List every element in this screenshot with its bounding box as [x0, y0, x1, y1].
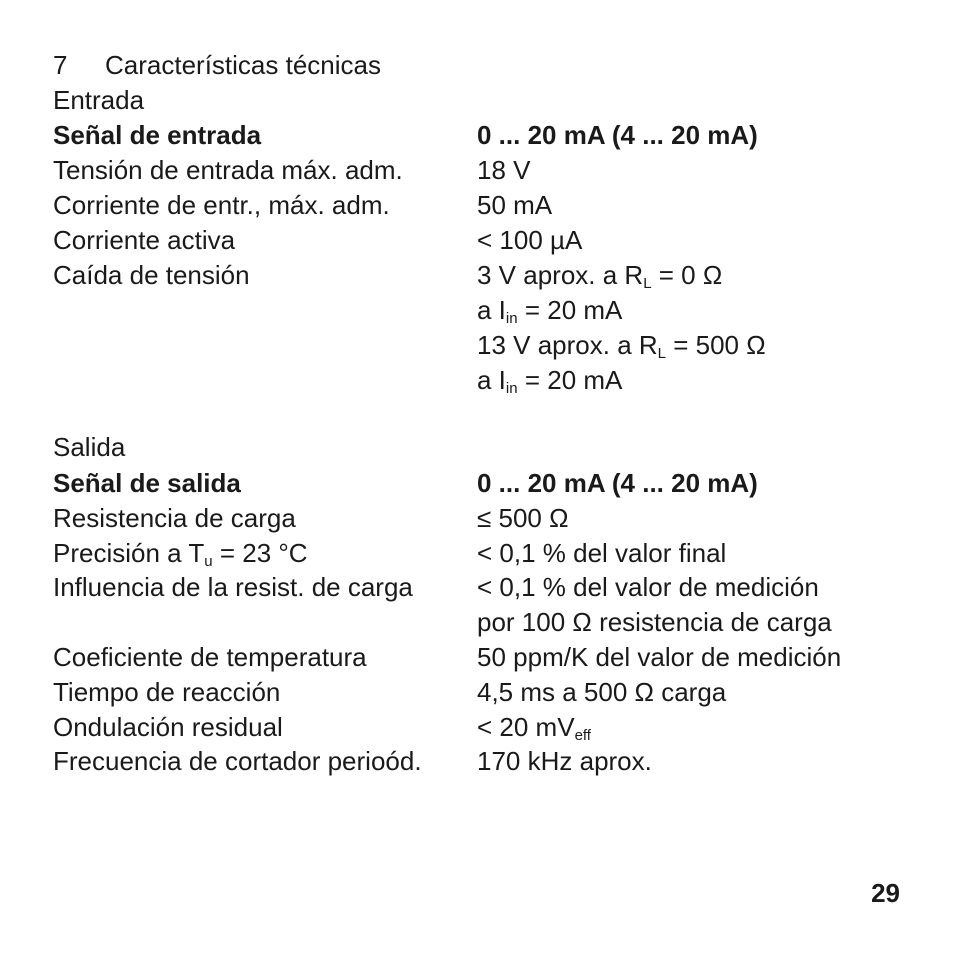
spec-label: Corriente de entr., máx. adm. — [53, 190, 390, 220]
spec-row-max-input-voltage — [53, 153, 914, 188]
spec-label: Caída de tensión — [53, 260, 250, 290]
spec-row-voltage-drop-cont — [53, 363, 914, 398]
output-signal-value: 0 ... 20 mA (4 ... 20 mA) — [477, 468, 758, 498]
spec-value: ≤ 500 Ω — [477, 503, 569, 533]
spec-value: a $I_{in} = 20$ mA — [477, 295, 623, 327]
spec-value: 170 kHz aprox. — [477, 746, 652, 776]
spec-label: Tensión de entrada máx. adm. — [53, 155, 403, 185]
spec-value: < 0,1 % del valor de medición — [477, 572, 819, 602]
spec-value: < 20 $mV_{eff}$ — [477, 712, 591, 744]
spec-value: 3 V aprox. a $R_L = 0$ Ω — [477, 260, 723, 292]
spec-row-voltage-drop — [53, 258, 914, 293]
input-signal-value: 0 ... 20 mA (4 ... 20 mA) — [477, 120, 758, 150]
spec-row-chopper-frequency — [53, 744, 914, 779]
spec-value: < 100 µA — [477, 225, 583, 255]
spec-value: a $I_{in} = 20$ mA — [477, 365, 623, 397]
spec-value: 13 V aprox. a $R_L = 500$ Ω — [477, 330, 766, 362]
output-heading: Salida — [53, 432, 126, 462]
page-number: 29 — [871, 878, 900, 908]
spec-row-temp-coefficient — [53, 640, 914, 675]
section-title: Características técnicas — [105, 50, 381, 80]
spec-label: Coeficiente de temperatura — [53, 642, 367, 672]
section-number: 7 — [53, 50, 68, 80]
spec-value: 18 V — [477, 155, 531, 185]
spec-label: Ondulación residual — [53, 712, 283, 742]
spec-label: Influencia de la resist. de carga — [53, 572, 413, 602]
spec-value: < 0,1 % del valor final — [477, 538, 727, 568]
input-signal-row — [53, 118, 914, 153]
spec-label: Frecuencia de cortador perioód. — [53, 746, 422, 776]
spec-row-voltage-drop-cont — [53, 293, 914, 328]
output-signal-row — [53, 466, 914, 501]
spec-row-response-time — [53, 675, 914, 710]
spec-row-load-resistance — [53, 501, 914, 536]
spec-row-voltage-drop-cont — [53, 328, 914, 363]
spec-value: 50 mA — [477, 190, 553, 220]
spec-row-max-input-current — [53, 188, 914, 223]
spec-row-active-current — [53, 223, 914, 258]
spec-row-ripple — [53, 710, 914, 745]
spec-label: Tiempo de reacción — [53, 677, 281, 707]
spec-row-load-influence-cont — [53, 605, 914, 640]
spec-value: por 100 Ω resistencia de carga — [477, 607, 832, 637]
spec-row-precision — [53, 536, 914, 571]
spec-label: Corriente activa — [53, 225, 236, 255]
spec-label: Precisión a $T_u = 23$ °C — [53, 538, 308, 570]
input-signal-label: Señal de entrada — [53, 120, 262, 150]
spec-label: Resistencia de carga — [53, 503, 296, 533]
spec-value: 50 ppm/K del valor de medición — [477, 642, 842, 672]
input-heading: Entrada — [53, 85, 145, 115]
spec-value: 4,5 ms a 500 Ω carga — [477, 677, 727, 707]
output-signal-label: Señal de salida — [53, 468, 241, 498]
section-heading — [53, 48, 914, 83]
spec-row-load-influence — [53, 570, 914, 605]
